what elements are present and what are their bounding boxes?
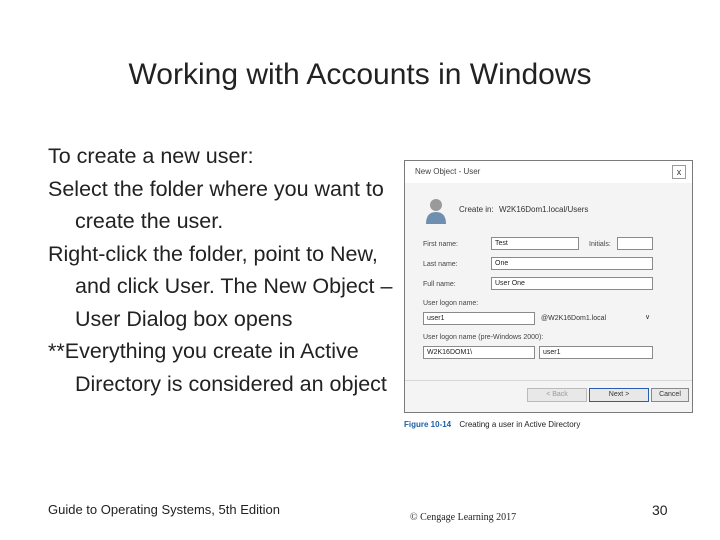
bullet-item: Right-click the folder, point to New, and click User. The New Object – User Dialog box opens bbox=[48, 241, 393, 331]
footer-book-title: Guide to Operating Systems, 5th Edition bbox=[48, 502, 280, 517]
new-object-user-dialog bbox=[404, 160, 693, 413]
figure-number: Figure 10-14 bbox=[404, 420, 452, 429]
create-in-value: W2K16Dom1.local/Users bbox=[499, 205, 589, 214]
user-icon bbox=[425, 197, 447, 225]
last-name-label: Last name: bbox=[423, 261, 458, 268]
pre2000-logon-field[interactable]: user1 bbox=[539, 346, 653, 359]
chevron-down-icon[interactable]: ∨ bbox=[645, 314, 651, 321]
pre2000-label: User logon name (pre-Windows 2000): bbox=[423, 334, 544, 341]
figure-caption bbox=[404, 420, 580, 429]
dialog-title: New Object - User bbox=[415, 167, 481, 176]
close-icon[interactable]: x bbox=[672, 165, 686, 179]
last-name-field[interactable]: One bbox=[491, 257, 653, 270]
page-number: 30 bbox=[652, 502, 668, 518]
bullet-item: Select the folder where you want to create the user. bbox=[48, 176, 384, 233]
full-name-label: Full name: bbox=[423, 281, 456, 288]
divider bbox=[405, 380, 692, 381]
logon-name-label: User logon name: bbox=[423, 300, 479, 307]
domain-select[interactable]: @W2K16Dom1.local bbox=[541, 315, 607, 322]
slide-title: Working with Accounts in Windows bbox=[128, 58, 592, 91]
dialog-titlebar bbox=[405, 161, 692, 183]
back-button[interactable]: < Back bbox=[527, 388, 587, 402]
bullet-list bbox=[48, 140, 398, 400]
initials-label: Initials: bbox=[589, 241, 611, 248]
create-in-label: Create in: bbox=[459, 205, 494, 214]
figure-text: Creating a user in Active Directory bbox=[459, 420, 581, 429]
first-name-label: First name: bbox=[423, 241, 459, 248]
full-name-field[interactable]: User One bbox=[491, 277, 653, 290]
logon-name-field[interactable]: user1 bbox=[423, 312, 535, 325]
pre2000-domain-field: W2K16DOM1\ bbox=[423, 346, 535, 359]
bullet-item: **Everything you create in Active Directory is considered an object bbox=[48, 339, 387, 396]
initials-field[interactable] bbox=[617, 237, 653, 250]
footer-copyright: © Cengage Learning 2017 bbox=[410, 512, 517, 523]
cancel-button[interactable]: Cancel bbox=[651, 388, 689, 402]
bullet-item: To create a new user: bbox=[48, 144, 254, 168]
next-button[interactable]: Next > bbox=[589, 388, 649, 402]
first-name-field[interactable]: Test bbox=[491, 237, 579, 250]
